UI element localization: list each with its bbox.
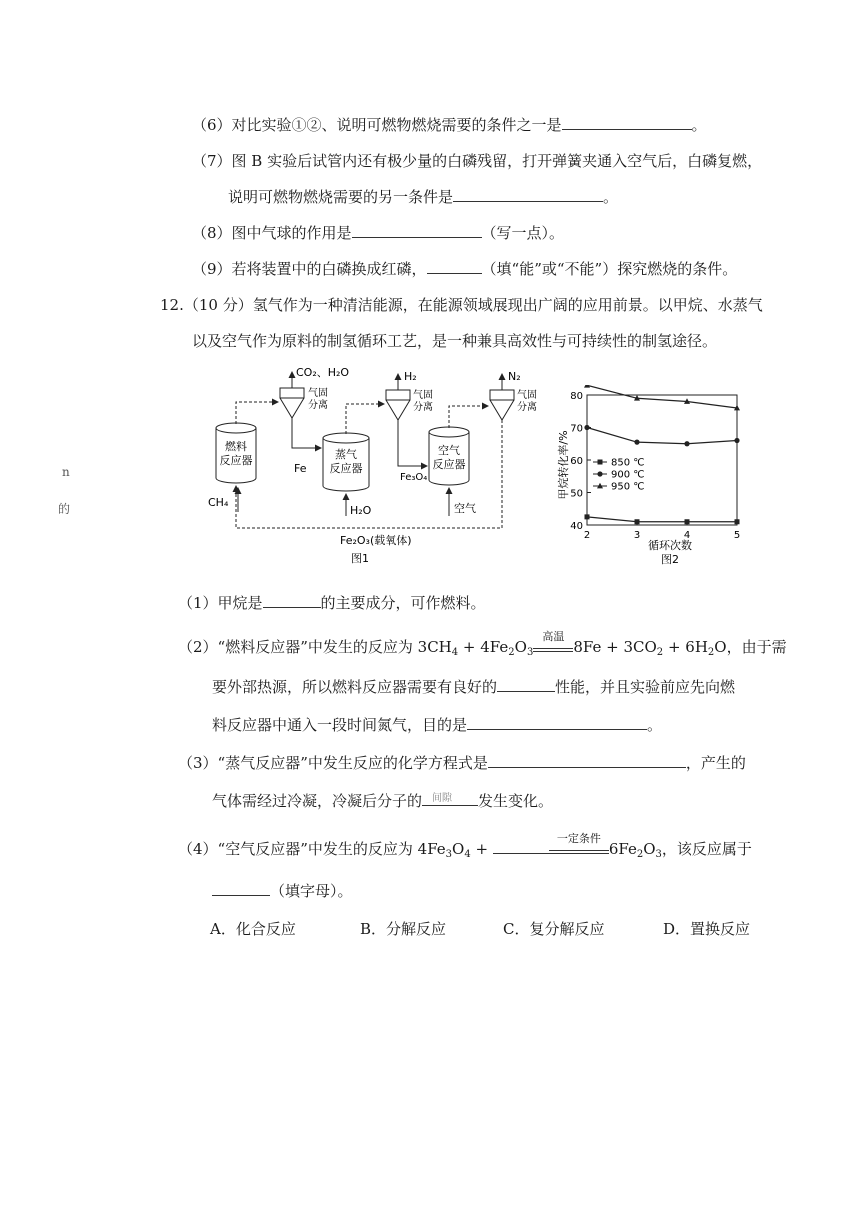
separator-label: 气固 <box>308 388 328 399</box>
reaction-condition: 高温 <box>533 642 573 652</box>
figure-1-process-diagram <box>200 362 560 572</box>
fuel-reactor-label-2: 反应器 <box>219 454 253 467</box>
question-9 <box>192 258 737 279</box>
top-output-2: H₂ <box>404 370 417 383</box>
question-7 <box>192 150 762 171</box>
y-tick-label: 50 <box>570 488 583 500</box>
part-4: （4）“空气反应器”中发生的反应为 $4Fe_3O_4$ + 一定条件 $6Fe_2O_3$，该反应属于 <box>178 832 752 860</box>
question-text: + <box>470 840 493 858</box>
question-text: （2）“燃料反应器”中发生的反应为 3CH <box>178 638 452 656</box>
option-b[interactable]: B．分解反应 <box>360 920 447 938</box>
data-point-square <box>598 460 603 465</box>
margin-mark: n <box>62 465 70 479</box>
figure-2-chart <box>555 385 755 570</box>
question-text: + 6H <box>667 638 708 656</box>
question-text: 性能，并且实验前应先向燃 <box>555 678 736 696</box>
question-12 <box>160 294 763 315</box>
question-text: 8Fe + 3CO <box>573 638 657 656</box>
question-text: 说明可燃物燃烧需要的另一条件是 <box>228 188 454 206</box>
question-text: O <box>514 638 527 656</box>
question-text: （3）“蒸气反应器”中发生反应的化学方程式是 <box>178 754 488 772</box>
question-8 <box>192 222 564 243</box>
part-3 <box>178 752 746 773</box>
question-text: 6Fe <box>608 840 637 858</box>
option-c[interactable]: C．复分解反应 <box>503 920 605 938</box>
y-tick-label: 70 <box>570 423 583 435</box>
y-tick-label: 40 <box>570 521 583 532</box>
data-point-square <box>635 519 640 524</box>
answer-blank[interactable] <box>488 753 686 768</box>
x-tick-label: 3 <box>633 530 641 541</box>
question-text: （填“能”或“不能”）探究燃烧的条件。 <box>481 260 738 278</box>
question-text: 。 <box>647 716 663 734</box>
air-reactor-label-2: 反应器 <box>432 458 466 471</box>
legend-label: 850 ℃ <box>611 457 645 469</box>
fe2o3-carrier-label: Fe₂O₃(载氧体) <box>340 534 412 547</box>
question-text: 料反应器中通入一段时间氮气，目的是 <box>212 716 468 734</box>
separator-label: 气固 <box>517 390 537 401</box>
answer-blank[interactable] <box>493 839 549 854</box>
question-text: O <box>452 840 465 858</box>
legend-label: 900 ℃ <box>611 469 645 481</box>
figure-2-caption: 图2 <box>661 553 679 566</box>
series-line-1 <box>587 428 737 444</box>
question-text: 12.（10 分）氢气作为一种清洁能源，在能源领域展现出广阔的应用前景。以甲烷、水蒸气 <box>160 296 763 314</box>
question-text: 。 <box>691 116 707 134</box>
separator-label: 分离 <box>517 402 537 413</box>
data-point-circle <box>597 471 602 476</box>
data-point-square <box>585 514 590 519</box>
separator-label: 分离 <box>413 402 433 413</box>
question-text: （9）若将装置中的白磷换成红磷， <box>192 260 427 278</box>
h2o-input: H₂O <box>350 504 372 517</box>
data-point-circle <box>584 425 589 430</box>
option-a[interactable]: A．化合反应 <box>210 920 296 938</box>
data-point-square <box>735 519 740 524</box>
question-text: O，由于需 <box>714 638 787 656</box>
data-point-square <box>685 519 690 524</box>
question-text: （填字母）。 <box>270 882 353 900</box>
question-text: O <box>643 840 656 858</box>
legend-label: 950 ℃ <box>611 481 645 493</box>
question-text: （7）图 B 实验后试管内还有极少量的白磷残留，打开弹簧夹通入空气后，白磷复燃， <box>192 152 763 170</box>
figure-1-caption: 图1 <box>351 552 369 565</box>
series-line-0 <box>587 517 737 522</box>
air-input: 空气 <box>454 502 476 515</box>
question-text: 的主要成分，可作燃料。 <box>320 594 486 612</box>
y-tick-label: 80 <box>570 391 583 402</box>
answer-blank[interactable] <box>497 677 555 692</box>
option-d[interactable]: D．置换反应 <box>663 920 751 938</box>
question-text: + 4Fe <box>462 638 509 656</box>
handwritten-answer: 间隙 <box>432 793 453 804</box>
x-tick-label: 5 <box>733 530 741 541</box>
x-tick-label: 2 <box>583 530 591 541</box>
air-reactor-label-1: 空气 <box>438 444 460 457</box>
part-1 <box>178 592 486 613</box>
part-3-line2 <box>212 790 553 811</box>
plot-frame <box>587 395 737 525</box>
gas-solid-separator-2 <box>386 389 433 420</box>
part-4-line2 <box>212 880 353 901</box>
question-text: 以及空气作为原料的制氢循环工艺，是一种兼具高效性与可持续性的制氢途径。 <box>192 332 718 350</box>
separator-label: 气固 <box>413 390 433 401</box>
question-text: 气体需经过冷凝，冷凝后分子的 <box>212 792 423 810</box>
air-reactor <box>429 427 469 485</box>
part-2-line3 <box>212 714 662 735</box>
question-text: （8）图中气球的作用是 <box>192 224 352 242</box>
ch4-input: CH₄ <box>208 496 229 509</box>
answer-blank[interactable] <box>212 881 270 896</box>
top-output-3: N₂ <box>508 370 521 383</box>
series-line-2 <box>587 385 737 408</box>
gas-solid-separator-3 <box>490 389 537 420</box>
data-point-circle <box>734 438 739 443</box>
question-text: （写一点）。 <box>481 224 565 242</box>
fe-label: Fe <box>294 462 307 475</box>
answer-blank[interactable] <box>467 715 647 730</box>
reaction-condition: 一定条件 <box>549 844 609 854</box>
data-point-circle <box>634 440 639 445</box>
fuel-reactor-label-1: 燃料 <box>225 440 247 453</box>
answer-blank[interactable] <box>422 791 478 806</box>
answer-blank[interactable] <box>263 593 321 608</box>
answer-blank[interactable] <box>352 223 482 238</box>
part-2-line2 <box>212 676 735 697</box>
separator-label: 分离 <box>308 400 328 411</box>
x-axis-label: 循环次数 <box>648 539 692 552</box>
steam-reactor-label-2: 反应器 <box>329 462 363 475</box>
question-text: （6）对比实验①②、说明可燃物燃烧需要的条件之一是 <box>192 116 562 134</box>
part-2: （2）“燃料反应器”中发生的反应为 $3CH_4 + 4Fe_2O_3$ 高温 $8Fe + 3CO_2 + 6H_2O$，由于需 <box>178 630 787 658</box>
steam-reactor <box>323 433 369 491</box>
gas-solid-separator-1 <box>280 387 328 418</box>
steam-reactor-label-1: 蒸气 <box>335 448 357 461</box>
top-output-1: CO₂、H₂O <box>296 366 350 379</box>
answer-blank[interactable] <box>562 115 692 130</box>
question-text: 发生变化。 <box>478 792 554 810</box>
answer-blank[interactable] <box>453 187 603 202</box>
data-point-circle <box>684 441 689 446</box>
question-12-line2 <box>192 330 717 351</box>
margin-mark: 的 <box>58 502 71 516</box>
question-7-line2 <box>228 186 618 207</box>
x-tick-label: 4 <box>683 530 691 541</box>
question-text: （4）“空气反应器”中发生的反应为 4Fe <box>178 840 446 858</box>
question-text: 。 <box>603 188 619 206</box>
question-text: ，该反应属于 <box>661 840 752 858</box>
question-text: （1）甲烷是 <box>178 594 263 612</box>
y-tick-label: 60 <box>570 456 583 467</box>
fe3o4-label: Fe₃O₄ <box>400 472 428 483</box>
question-text: ，产生的 <box>685 754 746 772</box>
question-6 <box>192 114 707 135</box>
y-axis-label: 甲烷转化率/% <box>557 430 570 500</box>
answer-blank[interactable] <box>427 259 482 274</box>
fuel-reactor <box>216 423 256 483</box>
question-text: 要外部热源，所以燃料反应器需要有良好的 <box>212 678 498 696</box>
